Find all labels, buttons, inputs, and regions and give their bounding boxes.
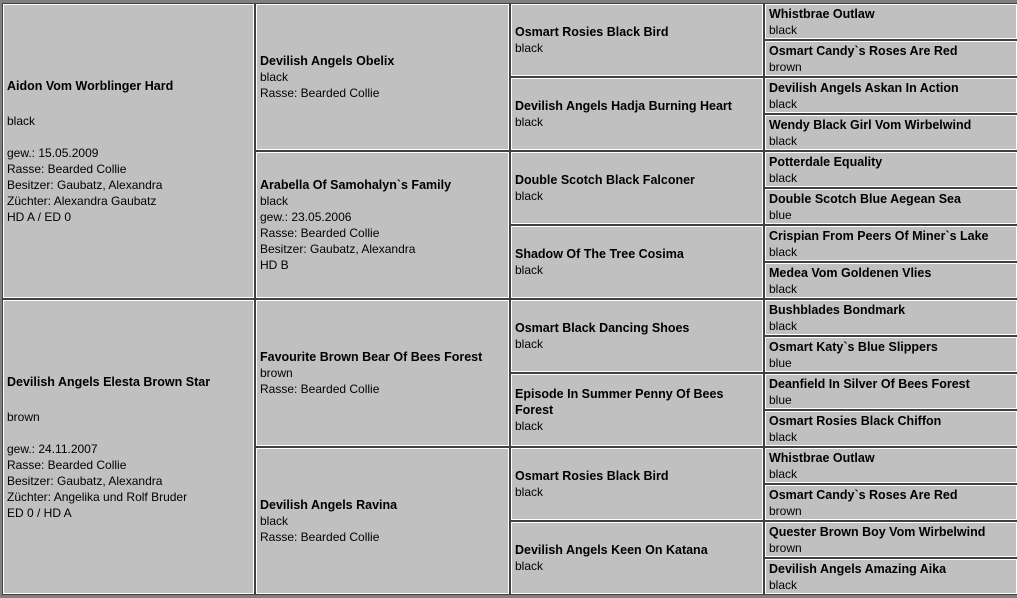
dog-detail: Züchter: Alexandra Gaubatz	[7, 193, 157, 208]
gen3-cell	[511, 152, 763, 224]
dog-color: blue	[769, 355, 792, 370]
gen3-cell	[511, 226, 763, 298]
dog-name: Episode In Summer Penny Of Bees Forest	[515, 387, 724, 417]
gen4-cell	[765, 337, 1017, 372]
dog-color: black	[769, 96, 798, 111]
dog-color: blue	[769, 207, 792, 222]
dog-detail: HD A / ED 0	[7, 209, 72, 224]
dog-name: Favourite Brown Bear Of Bees Forest	[260, 350, 483, 364]
gen2-cell	[256, 152, 509, 298]
dog-name: Medea Vom Goldenen Vlies	[769, 265, 932, 280]
dog-name: Osmart Rosies Black Chiffon	[769, 413, 942, 428]
gen3-cell	[511, 300, 763, 372]
dog-detail: gew.: 15.05.2009	[7, 145, 99, 160]
dog-color: black	[769, 429, 798, 444]
dog-color: black	[769, 281, 798, 296]
dog-name: Double Scotch Blue Aegean Sea	[769, 191, 961, 206]
dog-name: Shadow Of The Tree Cosima	[515, 247, 684, 261]
dog-color: brown	[769, 59, 802, 74]
gen4-cell	[765, 559, 1017, 594]
dog-detail: Rasse: Bearded Collie	[7, 161, 127, 176]
dog-name: Osmart Rosies Black Bird	[515, 25, 669, 39]
dog-color: black	[7, 113, 36, 128]
dog-detail: Besitzer: Gaubatz, Alexandra	[7, 473, 163, 488]
gen1-cell-dam	[3, 300, 254, 594]
dog-name: Osmart Candy`s Roses Are Red	[769, 487, 958, 502]
gen4-cell	[765, 300, 1017, 335]
dog-color: black	[515, 559, 544, 573]
dog-name: Devilish Angels Hadja Burning Heart	[515, 99, 732, 113]
gen4-cell	[765, 78, 1017, 113]
dog-detail: Rasse: Bearded Collie	[260, 226, 380, 240]
dog-color: black	[769, 577, 798, 592]
gen1-cell-sire	[3, 4, 254, 298]
dog-color: black	[769, 318, 798, 333]
gen4-cell	[765, 485, 1017, 520]
dog-detail: Rasse: Bearded Collie	[260, 86, 380, 100]
gen3-cell	[511, 78, 763, 150]
gen4-cell	[765, 4, 1017, 39]
gen4-cell	[765, 226, 1017, 261]
dog-name: Osmart Black Dancing Shoes	[515, 321, 690, 335]
dog-name: Deanfield In Silver Of Bees Forest	[769, 376, 970, 391]
gen2-cell	[256, 448, 509, 594]
dog-color: brown	[769, 503, 802, 518]
dog-color: black	[769, 244, 798, 259]
dog-name: Crispian From Peers Of Miner`s Lake	[769, 228, 989, 243]
dog-color: black	[260, 194, 289, 208]
dog-color: black	[260, 70, 289, 84]
dog-color: black	[515, 115, 544, 129]
dog-color: brown	[769, 540, 802, 555]
dog-detail: ED 0 / HD A	[7, 505, 72, 520]
dog-color: black	[769, 133, 798, 148]
dog-name: Devilish Angels Amazing Aika	[769, 561, 947, 576]
gen3-cell	[511, 448, 763, 520]
gen3-cell	[511, 522, 763, 594]
dog-name: Osmart Rosies Black Bird	[515, 469, 669, 483]
gen4-cell	[765, 448, 1017, 483]
dog-detail: Besitzer: Gaubatz, Alexandra	[7, 177, 163, 192]
dog-name: Wendy Black Girl Vom Wirbelwind	[769, 117, 972, 132]
dog-name: Devilish Angels Obelix	[260, 54, 395, 68]
gen4-cell	[765, 189, 1017, 224]
dog-detail: Züchter: Angelika und Rolf Bruder	[7, 489, 188, 504]
dog-name: Bushblades Bondmark	[769, 302, 906, 317]
gen4-cell	[765, 152, 1017, 187]
dog-color: black	[769, 466, 798, 481]
dog-name: Arabella Of Samohalyn`s Family	[260, 178, 452, 192]
gen4-cell	[765, 41, 1017, 76]
dog-detail: Rasse: Bearded Collie	[7, 457, 127, 472]
gen2-cell	[256, 4, 509, 150]
dog-detail: Rasse: Bearded Collie	[260, 530, 380, 544]
dog-color: brown	[7, 409, 40, 424]
dog-color: brown	[260, 366, 293, 380]
gen4-cell	[765, 263, 1017, 298]
dog-color: black	[260, 514, 289, 528]
dog-name: Double Scotch Black Falconer	[515, 173, 695, 187]
dog-name: Devilish Angels Keen On Katana	[515, 543, 708, 557]
gen4-cell	[765, 411, 1017, 446]
gen4-cell	[765, 115, 1017, 150]
dog-color: black	[515, 485, 544, 499]
gen3-cell	[511, 374, 763, 446]
dog-name: Devilish Angels Ravina	[260, 498, 398, 512]
dog-color: black	[515, 41, 544, 55]
dog-detail: HD B	[260, 258, 289, 272]
dog-color: black	[515, 337, 544, 351]
gen4-cell	[765, 374, 1017, 409]
gen4-cell	[765, 522, 1017, 557]
dog-name: Osmart Katy`s Blue Slippers	[769, 339, 938, 354]
dog-color: black	[515, 189, 544, 203]
dog-color: black	[515, 263, 544, 277]
dog-detail: Besitzer: Gaubatz, Alexandra	[260, 242, 416, 256]
dog-name: Aidon Vom Worblinger Hard	[7, 78, 174, 93]
dog-color: black	[769, 22, 798, 37]
dog-name: Osmart Candy`s Roses Are Red	[769, 43, 958, 58]
dog-name: Quester Brown Boy Vom Wirbelwind	[769, 524, 986, 539]
dog-name: Potterdale Equality	[769, 154, 883, 169]
dog-detail: Rasse: Bearded Collie	[260, 382, 380, 396]
gen3-cell	[511, 4, 763, 76]
dog-color: black	[515, 419, 544, 433]
dog-name: Whistbrae Outlaw	[769, 450, 875, 465]
gen2-cell	[256, 300, 509, 446]
dog-color: black	[769, 170, 798, 185]
dog-detail: gew.: 23.05.2006	[260, 210, 352, 224]
dog-color: blue	[769, 392, 792, 407]
dog-name: Devilish Angels Askan In Action	[769, 80, 959, 95]
dog-detail: gew.: 24.11.2007	[7, 441, 98, 456]
dog-name: Whistbrae Outlaw	[769, 6, 875, 21]
dog-name: Devilish Angels Elesta Brown Star	[7, 374, 211, 389]
